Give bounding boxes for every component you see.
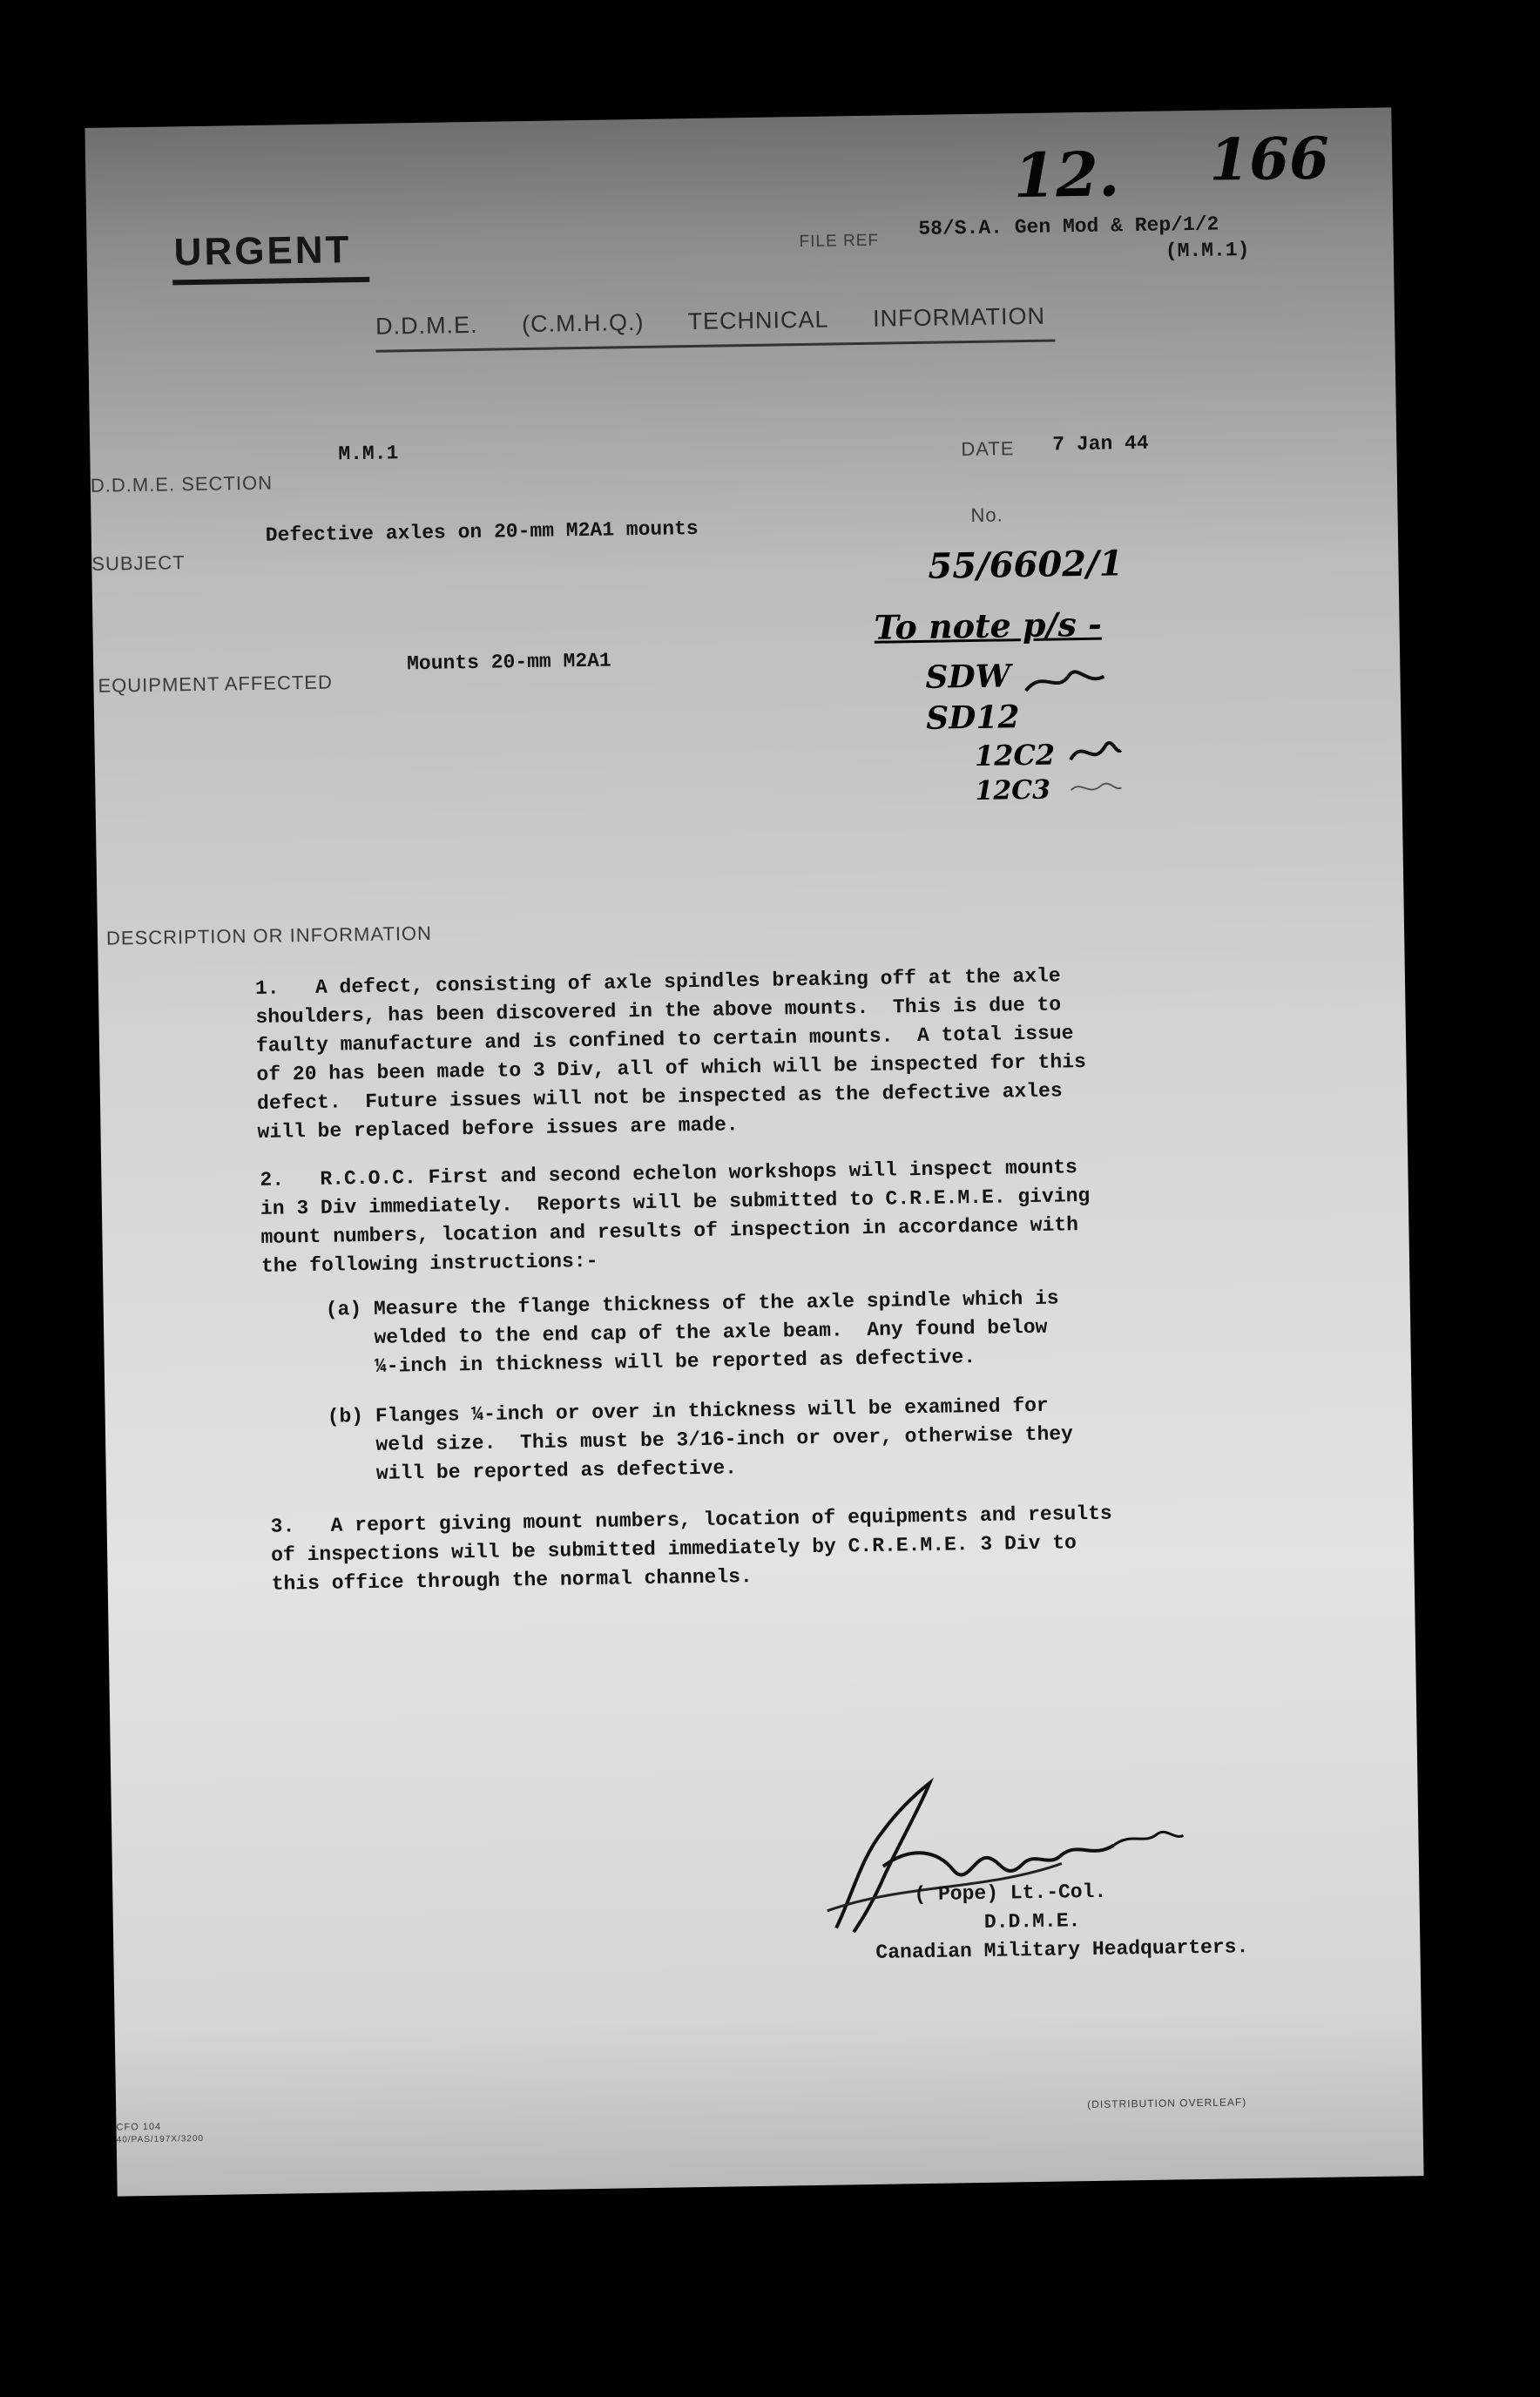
signatory-name: ( Pope) Lt.-Col. (914, 1880, 1107, 1907)
paragraph-3: 3. A report giving mount numbers, location of equipments and results of inspections will be submitted immediately by C.R.E.M.E. 3 Div to this office through the normal channels. (270, 1502, 1112, 1596)
title-underline (375, 339, 1055, 352)
handwritten-initials (1017, 658, 1124, 808)
form-title (375, 302, 1082, 341)
file-ref-value: 58/S.A. Gen Mod & Rep/1/2 (918, 213, 1219, 240)
subject-label: SUBJECT (91, 551, 186, 575)
equipment-value: Mounts 20-mm M2A1 (406, 649, 611, 676)
paragraph-2: 2. R.C.O.C. First and second echelon workshops will inspect mounts in 3 Div immediately. Reports will be submitted to C.R.E.M.E. giving mount numbers, location and results of inspection in accordance with the following instructions:- (260, 1156, 1091, 1278)
section-value: M.M.1 (338, 442, 399, 466)
urgent-stamp: URGENT (173, 228, 352, 274)
instruction-a: (a) Measure the flange thickness of the axle spindle which is welded to the end cap of the axle beam. Any found below ¼-inch in thickness will be reported as defective. (325, 1286, 1059, 1379)
handwritten-file-number: 55/6602/1 (928, 543, 1124, 587)
date-value: 7 Jan 44 (1052, 431, 1149, 456)
section-label: D.D.M.E. SECTION (90, 471, 274, 496)
number-label: No. (970, 503, 1003, 527)
paragraph-1: 1. A defect, consisting of axle spindles breaking off at the axle shoulders, has been discovered in the above mounts. This is due to faulty manufacture and is confined to certain mounts. A total issue of 20 has been made to 3 Div, all of which will be inspected for this defect. Future issues will not be inspected as the defective axles will be replaced before issues are made. (254, 964, 1086, 1144)
form-print-code: 40/PAS/197X/3200 (116, 2134, 205, 2145)
handwritten-page-number: 12. (1012, 138, 1120, 213)
form-number: CFO 104 (116, 2121, 162, 2133)
file-ref-label: FILE REF (799, 231, 880, 252)
signatory-title: D.D.M.E. (983, 1909, 1081, 1934)
handwritten-list-item: SDW (925, 658, 1011, 696)
title-part-ddme: D.D.M.E. (375, 311, 478, 340)
handwritten-list-item: 12C3 (975, 774, 1051, 807)
signatory-organization: Canadian Military Headquarters. (875, 1935, 1249, 1964)
title-part-cmhq: (C.M.H.Q.) (521, 308, 645, 338)
distribution-overleaf-note: (DISTRIBUTION OVERLEAF) (1087, 2096, 1247, 2111)
document-page (84, 107, 1423, 2196)
title-part-information: INFORMATION (872, 302, 1046, 332)
handwritten-folio-number: 166 (1208, 124, 1330, 194)
title-part-technical: TECHNICAL (687, 306, 829, 335)
file-ref-sub: (M.M.1) (1165, 238, 1250, 263)
equipment-label: EQUIPMENT AFFECTED (98, 671, 334, 697)
handwritten-note: To note p/s - (874, 604, 1103, 647)
handwritten-list-item: 12C2 (974, 738, 1056, 773)
handwritten-list-item: SD12 (925, 699, 1020, 737)
instruction-b: (b) Flanges ¼-inch or over in thickness will be examined for weld size. This must be 3/16-inch or over, otherwise they will be reported as defective. (327, 1394, 1074, 1486)
subject-value: Defective axles on 20-mm M2A1 mounts (265, 517, 699, 547)
description-label: DESCRIPTION OR INFORMATION (105, 922, 433, 949)
urgent-underline (172, 277, 369, 286)
date-label: DATE (961, 437, 1015, 461)
